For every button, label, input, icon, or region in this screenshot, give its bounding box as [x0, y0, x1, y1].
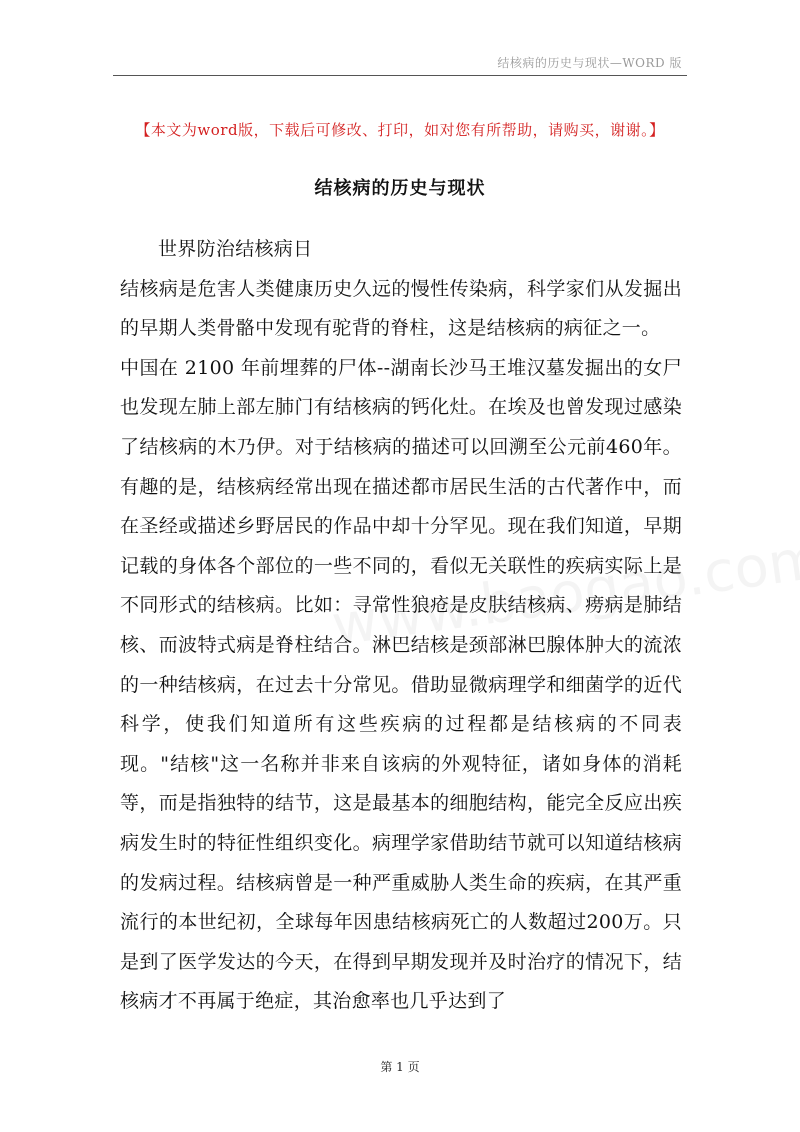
header-rule	[113, 75, 687, 76]
body-paragraph: 中国在 2100 年前埋葬的尸体--湖南长沙马王堆汉墓发掘出的女尸也发现左肺上部左肺门有结核病的钙化灶。在埃及也曾发现过感染了结核病的木乃伊。对于结核病的描述可以回溯至公元前460年。有趣的是，结核病经常出现在描述都市居民生活的古代著作中，而在圣经或描述乡野居民的作品中却十分罕见。现在我们知道，早期记载的身体各个部位的一些不同的，看似无关联性的疾病实际上是不同形式的结核病。比如：寻常性狼疮是皮肤结核病、痨病是肺结核、而波特式病是脊柱结合。淋巴结核是颈部淋巴腺体肿大的流浓的一种结核病，在过去十分常见。借助显微病理学和细菌学的近代科学，使我们知道所有这些疾病的过程都是结核病的不同表现。"结核"这一名称并非来自该病的外观特征，诸如身体的消耗等，而是指独特的结节，这是最基本的细胞结构，能完全反应出疾病发生时的特征性组织变化。病理学家借助结节就可以知道结核病的发病过程。结核病曾是一种严重威胁人类生命的疾病，在其严重流行的本世纪初，全球每年因患结核病死亡的人数超过200万。只是到了医学发达的今天，在得到早期发现并及时治疗的情况下，结核病才不再属于绝症，其治愈率也几乎达到了	[120, 356, 682, 1013]
page-number: 第 1 页	[380, 1060, 420, 1074]
document-body	[120, 230, 682, 1022]
download-notice: 【本文为word版，下载后可修改、打印，如对您有所帮助，请购买，谢谢。】	[135, 121, 665, 139]
running-header: 结核病的历史与现状—WORD 版	[497, 56, 682, 70]
document-title: 结核病的历史与现状	[314, 178, 486, 199]
section-heading: 世界防治结核病日	[158, 238, 313, 260]
body-paragraph: 结核病是危害人类健康历史久远的慢性传染病，科学家们从发掘出的早期人类骨骼中发现有驼背的脊柱，这是结核病的病征之一。	[120, 277, 682, 340]
